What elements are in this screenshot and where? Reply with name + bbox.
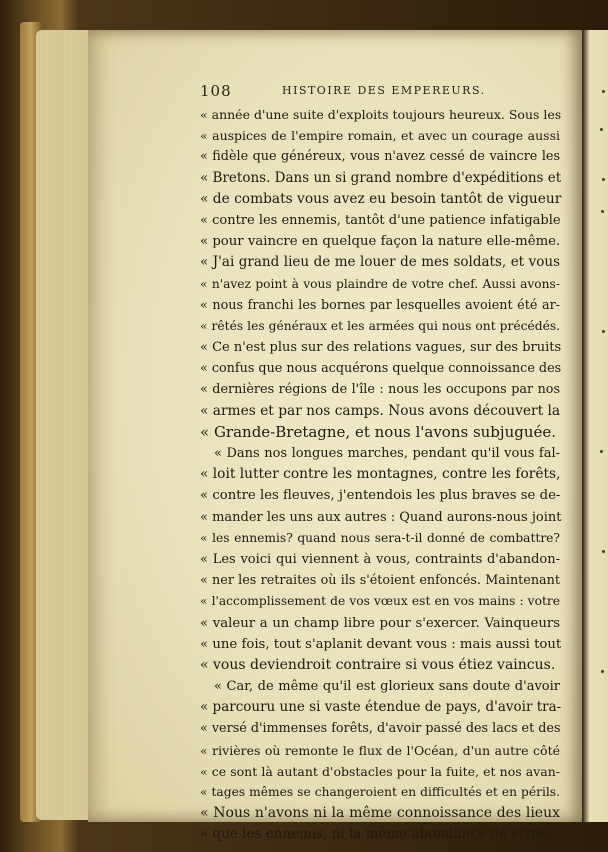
text-line: « Bretons. Dans un si grand nombre d'expéditions et (200, 169, 562, 186)
text-line: « versé d'immenses forêts, d'avoir passé des lacs et des (200, 721, 561, 737)
text-line: « pour vaincre en quelque façon la nature elle-même. (200, 234, 561, 250)
text-line: « n'avez point à vous plaindre de votre chef. Aussi avons- (200, 276, 560, 291)
text-line: « contre les fleuves, j'entendois les plus braves se de- (200, 488, 561, 504)
text-line: « J'ai grand lieu de me louer de mes soldats, et vous (200, 254, 560, 271)
text-line: « Grande-Bretagne, et nous l'avons subjuguée. (200, 422, 557, 441)
text-line: « que les ennemis, ni la même abondance de vivres : (200, 826, 561, 843)
running-head: HISTOIRE DES EMPEREURS. (282, 84, 486, 97)
text-line: « tages mêmes se changeroient en difficultés et en périls. (200, 785, 560, 799)
text-line: « Nous n'avons ni la même connoissance des lieux (200, 805, 560, 822)
text-line: « fidèle que généreux, vous n'avez cessé de vaincre les (200, 149, 560, 165)
text-line: « de combats vous avez eu besoin tantôt de vigueur (200, 190, 562, 207)
text-line: « contre les ennemis, tantôt d'une patience infatigable (200, 212, 561, 228)
text-line: « Dans nos longues marches, pendant qu'il vous fal- (214, 446, 560, 461)
text-line: « armes et par nos camps. Nous avons découvert la (200, 402, 561, 419)
page-header (200, 82, 560, 100)
text-line: « une fois, tout s'aplanit devant vous : mais aussi tout (200, 636, 562, 652)
text-line: « Ce n'est plus sur des relations vagues, sur des bruits (200, 340, 562, 356)
text-line: « auspices de l'empire romain, et avec un courage aussi (200, 128, 560, 144)
text-line: « année d'une suite d'exploits toujours heureux. Sous les (200, 107, 562, 122)
text-line: « loit lutter contre les montagnes, contre les forêts, (200, 466, 561, 483)
text-line: « parcouru une si vaste étendue de pays, d'avoir tra- (200, 699, 562, 716)
text-line: « l'accomplissement de vos vœux est en vos mains : votre (200, 594, 560, 609)
text-line: « mander les uns aux autres : Quand aurons-nous joint (200, 509, 562, 525)
text-line: « valeur a un champ libre pour s'exercer. Vainqueurs (200, 615, 560, 631)
text-line: « confus que nous acquérons quelque connoissance des (200, 361, 562, 377)
facing-page-sliver (582, 30, 608, 822)
text-line: « vous deviendroit contraire si vous étiez vaincus. (200, 656, 556, 673)
page-number: 108 (200, 82, 232, 100)
text-line: « rivières où remonte le flux de l'Océan, d'un autre côté (200, 742, 560, 758)
text-line: « rêtés les généraux et les armées qui nous ont précédés. (200, 318, 560, 333)
text-line: « Car, de même qu'il est glorieux sans doute d'avoir (214, 679, 560, 695)
text-line: « Les voici qui viennent à vous, contraints d'abandon- (200, 551, 560, 567)
text-line: « ce sont là autant d'obstacles pour la fuite, et nos avan- (200, 763, 560, 779)
text-line: « nous franchi les bornes par lesquelles avoient été ar- (200, 297, 560, 313)
text-line: « les ennemis? quand nous sera-t-il donné de combattre? (200, 530, 560, 545)
page-edges (36, 30, 92, 820)
text-line: « dernières régions de l'île : nous les occupons par nos (200, 382, 560, 398)
text-line: « ner les retraites où ils s'étoient enfoncés. Maintenant (200, 573, 560, 589)
body-text (200, 104, 560, 846)
